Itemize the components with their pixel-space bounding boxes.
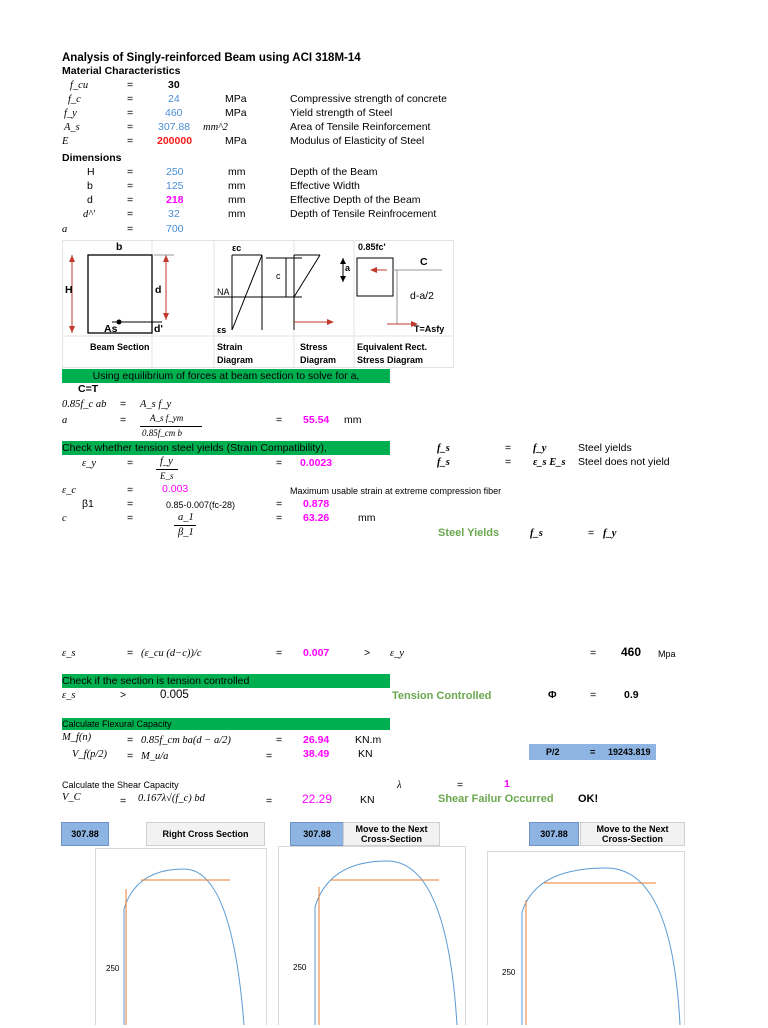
sym-h: H: [87, 166, 95, 178]
area-box-1: 307.88: [61, 822, 109, 846]
eq: =: [590, 747, 596, 757]
eq: =: [505, 456, 512, 468]
eq: =: [276, 647, 283, 659]
diag-b: b: [116, 241, 123, 253]
eq: =: [127, 512, 134, 524]
ey-ref: ε_y: [390, 648, 405, 659]
b1-value: 0.878: [303, 498, 330, 510]
unit: MPa: [225, 93, 247, 105]
ct-label: C=T: [78, 383, 99, 395]
steel-yields-result: Steel Yields: [438, 527, 500, 539]
b1-sym: β1: [82, 498, 94, 510]
material-heading: Material Characteristics: [62, 65, 181, 77]
cap-stress1: Stress: [300, 342, 328, 352]
unit: mm: [228, 194, 246, 206]
mn-sym: M_f(n): [62, 732, 92, 743]
vc-sym: V_C: [62, 792, 81, 803]
fs2-desc: Steel does not yield: [578, 456, 670, 468]
vf-sym: V_f(p/2): [72, 749, 107, 760]
shear-heading: Calculate the Shear Capacity: [62, 780, 179, 790]
p2-value: 19243.819: [608, 747, 651, 757]
c-value: 63.26: [303, 512, 330, 524]
cap-strain1: Strain: [217, 342, 243, 352]
desc: Depth of the Beam: [290, 166, 378, 178]
unit: MPa: [225, 107, 247, 119]
eq: =: [266, 795, 273, 807]
page-title: Analysis of Singly-reinforced Beam using ACI 318M-14: [62, 52, 361, 64]
diag-as: As: [104, 323, 118, 335]
eq: =: [127, 135, 134, 147]
desc: Area of Tensile Reinforcement: [290, 121, 431, 133]
sym-d: d: [87, 194, 93, 206]
desc: Depth of Tensile Reinfrocement: [290, 208, 437, 220]
section-chart-3: [487, 851, 685, 1025]
unit: mm^2: [203, 122, 228, 133]
c-sym: c: [62, 513, 67, 524]
dimensions-heading: Dimensions: [62, 152, 122, 164]
es-value: 0.007: [303, 647, 330, 659]
sym-e: E: [62, 136, 69, 147]
eq: =: [127, 180, 134, 192]
eq: =: [127, 121, 134, 133]
eq: =: [276, 734, 283, 746]
a-sym: a: [62, 415, 68, 426]
eq: =: [505, 442, 512, 454]
res-rhs: f_y: [603, 528, 617, 539]
chart-2-tick: 250: [293, 963, 307, 972]
cap-eq1: Equivalent Rect.: [357, 342, 428, 352]
diag-C: C: [420, 256, 428, 268]
shear-result: Shear Failur Occurred: [438, 793, 554, 805]
unit: mm: [228, 166, 246, 178]
eq: =: [127, 107, 134, 119]
eq: =: [276, 512, 283, 524]
vc-expr: 0.167λ√(f_c) bd: [138, 793, 205, 804]
desc: Effective Depth of the Beam: [290, 194, 421, 206]
eq: =: [127, 208, 134, 220]
ok-label: OK!: [578, 793, 599, 805]
eq: =: [127, 79, 134, 91]
a-num: A_s f_ym: [150, 413, 184, 423]
eq: =: [120, 398, 127, 410]
chart-1-tick: 250: [106, 964, 120, 973]
vf-expr: M_u/a: [141, 751, 169, 762]
val-b: 125: [166, 180, 184, 192]
sym-dprime: d^': [83, 209, 95, 220]
cap-eq2: Stress Diagram: [357, 355, 424, 365]
p2-label: P/2: [546, 747, 560, 757]
es-sym: ε_s: [62, 648, 76, 659]
next-cross-section-button-2[interactable]: Move to the Next Cross-Section: [580, 822, 685, 846]
eq: =: [457, 779, 464, 791]
c-num: a_1: [178, 512, 194, 523]
eq-rhs: A_s f_y: [140, 399, 172, 410]
fs1-desc: Steel yields: [578, 442, 632, 454]
gt: >: [120, 689, 127, 701]
eq: =: [120, 795, 127, 807]
diag-h: H: [65, 284, 73, 296]
sym-fcu: f_cu: [70, 80, 89, 91]
eq: =: [127, 734, 134, 746]
diag-es: εs: [217, 325, 227, 335]
vc-value: 22.29: [302, 792, 333, 806]
eq: =: [127, 194, 134, 206]
phi-sym: Φ: [548, 689, 557, 701]
area-box-3: 307.88: [529, 822, 579, 846]
eq: =: [127, 498, 134, 510]
res-sym: f_s: [530, 528, 543, 539]
c-den: β_1: [178, 527, 194, 538]
eq: =: [127, 484, 134, 496]
ey-den: E_s: [160, 471, 174, 481]
unit: mm: [344, 414, 362, 426]
es-expr: (ε_cu (d−c))/c: [141, 648, 202, 659]
fs1-sym: f_s: [437, 443, 450, 454]
val-fc: 24: [168, 93, 180, 105]
chart-2-plot: [279, 847, 465, 1025]
eq: =: [127, 93, 134, 105]
phi-value: 0.9: [624, 689, 639, 701]
desc: Modulus of Elasticity of Steel: [290, 135, 425, 147]
sym-b: b: [87, 180, 93, 192]
diag-ec: εc: [232, 243, 242, 253]
diag-dprime: d': [154, 323, 163, 335]
val-d: 218: [166, 194, 184, 206]
eq: =: [127, 457, 134, 469]
section-chart-2: [278, 846, 466, 1025]
val-e: 200000: [157, 135, 193, 147]
fs2-rhs: ε_s E_s: [533, 457, 566, 468]
eq: =: [127, 647, 134, 659]
diag-a: a: [345, 263, 351, 273]
chart-3-plot: [488, 852, 684, 1025]
sym-a: a: [62, 224, 68, 235]
ec-value: 0.003: [162, 483, 189, 495]
equilibrium-banner: Using equilibrium of forces at beam section to solve for a,: [92, 370, 360, 382]
b1-expr: 0.85-0.007(fc-28): [166, 500, 236, 510]
cap-stress2: Diagram: [300, 355, 337, 365]
lambda-value: 1: [504, 778, 510, 790]
diag-d: d: [155, 284, 162, 296]
mn-value: 26.94: [303, 734, 330, 746]
area-box-2: 307.88: [290, 822, 344, 846]
a-value: 55.54: [303, 414, 330, 426]
desc: Yield strength of Steel: [290, 107, 393, 119]
unit: KN: [358, 748, 373, 760]
unit: KN.m: [355, 734, 382, 746]
ec-desc: Maximum usable strain at extreme compression fiber: [290, 486, 502, 496]
a-den: 0.85f_cm b: [142, 428, 182, 438]
ey-num: f_y: [160, 456, 173, 467]
section-chart-1: [95, 848, 267, 1025]
val-h: 250: [166, 166, 184, 178]
eq: =: [120, 414, 127, 426]
unit: MPa: [225, 135, 247, 147]
fy-value: 460: [621, 645, 642, 659]
next-cross-section-button-1[interactable]: Move to the Next Cross-Section: [343, 822, 440, 846]
chart-3-tick: 250: [502, 968, 516, 977]
strain-banner: Check whether tension steel yields (Strain Compatibility),: [62, 442, 327, 454]
cap-beam: Beam Section: [90, 342, 150, 352]
diag-da2: d-a/2: [410, 290, 434, 302]
eq: =: [127, 166, 134, 178]
fs1-rhs: f_y: [533, 443, 547, 454]
eq: =: [590, 647, 597, 659]
eq: =: [127, 750, 134, 762]
eq: =: [588, 527, 595, 539]
ec-sym: ε_c: [62, 485, 77, 496]
diag-c: c: [276, 271, 281, 281]
flexural-banner: Calculate Flexural Capacity: [62, 719, 172, 729]
eq-lhs: 0.85f_c ab: [62, 399, 107, 410]
eq: =: [276, 498, 283, 510]
right-cross-section-button[interactable]: Right Cross Section: [146, 822, 265, 846]
desc: Effective Width: [290, 180, 360, 192]
val-a: 700: [166, 223, 184, 235]
cap-strain2: Diagram: [217, 355, 254, 365]
fs2-sym: f_s: [437, 457, 450, 468]
eq: =: [590, 689, 597, 701]
mn-expr: 0.85f_cm ba(d − a/2): [141, 735, 231, 746]
diag-na: NA: [217, 287, 230, 297]
val-dprime: 32: [168, 208, 180, 220]
es-sym: ε_s: [62, 690, 76, 701]
val-fy: 460: [165, 107, 183, 119]
diag-fc: 0.85fc': [358, 242, 386, 252]
unit: mm: [228, 208, 246, 220]
unit: KN: [360, 794, 375, 806]
tension-banner: Check if the section is tension controlled: [62, 675, 250, 687]
chart-1-plot: [96, 849, 266, 1025]
unit: mm: [358, 512, 376, 524]
sym-fc: f_c: [68, 94, 81, 105]
unit: mm: [228, 180, 246, 192]
vf-value: 38.49: [303, 748, 330, 760]
eq: =: [127, 223, 134, 235]
val-fcu: 30: [168, 79, 180, 91]
sym-as: A_s: [64, 122, 80, 133]
tension-result: Tension Controlled: [392, 690, 492, 702]
eq: =: [266, 750, 273, 762]
ey-sym: ε_y: [82, 458, 97, 469]
desc: Compressive strength of concrete: [290, 93, 447, 105]
diag-T: T=Asfy: [414, 324, 445, 334]
eq: =: [276, 414, 283, 426]
limit-value: 0.005: [160, 689, 189, 701]
sym-fy: f_y: [64, 108, 77, 119]
gt: >: [364, 647, 371, 659]
ey-value: 0.0023: [300, 457, 333, 469]
val-as: 307.88: [158, 121, 191, 133]
unit: Mpa: [658, 649, 676, 659]
eq: =: [276, 457, 283, 469]
lambda-sym: λ: [397, 780, 402, 791]
